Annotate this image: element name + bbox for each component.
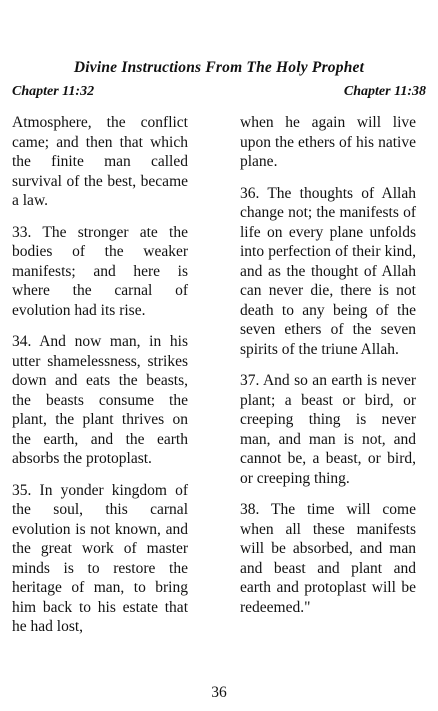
paragraph: 36. The thoughts of Allah change not; the manifests of life on every plane unfolds into perfection of their kind, and as the thought of Allah can never die, there is not death to any being of the seven ethers of the seven spirits of the triune Allah. <box>240 184 416 358</box>
left-column <box>12 113 188 649</box>
chapter-reference-right: Chapter 11:38 <box>343 84 426 99</box>
paragraph: 37. And so an earth is never plant; a beast or bird, or creeping thing is never man, and man is not, and cannot be, a beast, or bird, or creeping thing. <box>240 372 416 487</box>
paragraph: 35. In yonder kingdom of the soul, this carnal evolution is not known, and the great work of master minds is to restore the heritage of man, to bring him back to his estate that he had lost, <box>12 481 188 635</box>
chapter-reference-left: Chapter 11:32 <box>12 84 95 99</box>
right-column <box>240 113 416 629</box>
paragraph: when he again will live upon the ethers of his native plane. <box>240 114 416 170</box>
paragraph: Atmosphere, the conflict came; and then that which the finite man called survival of the best, became a law. <box>12 114 188 209</box>
paragraph: 33. The stronger ate the bodies of the weaker manifests; and here is where the carnal of evolution had its rise. <box>12 223 188 319</box>
paragraph: 34. And now man, in his utter shamelessness, strikes down and eats the beasts, the beasts consume the plant, the plant thrives on the earth, and the earth absorbs the protoplast. <box>12 333 188 467</box>
page-number: 36 <box>211 684 227 701</box>
paragraph: 38. The time will come when all these manifests will be absorbed, and man and beast and plant and earth and protoplast will be redeemed." <box>240 501 416 616</box>
page-title: Divine Instructions From The Holy Prophet <box>73 59 365 76</box>
